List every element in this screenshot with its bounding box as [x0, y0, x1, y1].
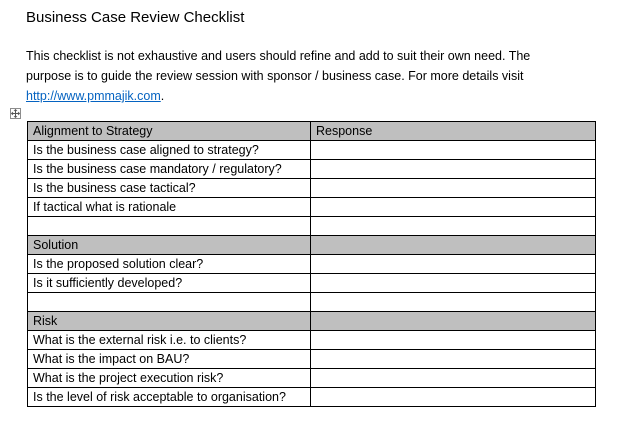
table-row [28, 369, 596, 388]
table-row [28, 255, 596, 274]
blank-row [28, 293, 596, 312]
question-cell: Is the proposed solution clear? [28, 255, 311, 274]
question-cell: What is the impact on BAU? [28, 350, 311, 369]
question-cell: If tactical what is rationale [28, 198, 311, 217]
pmmajik-link[interactable]: http://www.pmmajik.com [26, 89, 161, 103]
checklist-table [27, 121, 596, 407]
section-header-row [28, 312, 596, 331]
question-cell: What is the external risk i.e. to clients? [28, 331, 311, 350]
question-cell: Is it sufficiently developed? [28, 274, 311, 293]
blank-row [28, 217, 596, 236]
intro-paragraph [26, 46, 606, 106]
link-suffix: . [160, 89, 165, 103]
table-row [28, 331, 596, 350]
blank-cell[interactable] [311, 293, 596, 312]
response-cell[interactable] [311, 198, 596, 217]
table-row [28, 198, 596, 217]
section-heading: Risk [28, 312, 311, 331]
question-cell: Is the level of risk acceptable to organisation? [28, 388, 311, 407]
intro-line-2: purpose is to guide the review session with sponsor / business case. For more details visit [26, 69, 524, 83]
response-cell[interactable] [311, 369, 596, 388]
table-row [28, 388, 596, 407]
response-cell[interactable] [311, 274, 596, 293]
table-row [28, 179, 596, 198]
response-cell[interactable] [311, 141, 596, 160]
section-header-blank [311, 312, 596, 331]
table-move-handle-icon[interactable] [10, 108, 21, 119]
response-column-header: Response [311, 122, 596, 141]
section-header-blank [311, 236, 596, 255]
blank-cell[interactable] [28, 217, 311, 236]
response-cell[interactable] [311, 388, 596, 407]
section-heading: Alignment to Strategy [28, 122, 311, 141]
table-row [28, 141, 596, 160]
document-title: Business Case Review Checklist [26, 9, 245, 26]
response-cell[interactable] [311, 350, 596, 369]
blank-cell[interactable] [311, 217, 596, 236]
intro-line-1: This checklist is not exhaustive and users should refine and add to suit their own need. The [26, 49, 531, 63]
table-row [28, 274, 596, 293]
question-cell: What is the project execution risk? [28, 369, 311, 388]
response-cell[interactable] [311, 255, 596, 274]
table-row [28, 160, 596, 179]
response-cell[interactable] [311, 160, 596, 179]
response-cell[interactable] [311, 179, 596, 198]
question-cell: Is the business case aligned to strategy? [28, 141, 311, 160]
section-heading: Solution [28, 236, 311, 255]
question-cell: Is the business case mandatory / regulatory? [28, 160, 311, 179]
intro-line-3 [26, 86, 606, 106]
section-header-row [28, 122, 596, 141]
blank-cell[interactable] [28, 293, 311, 312]
table-row [28, 350, 596, 369]
section-header-row [28, 236, 596, 255]
question-cell: Is the business case tactical? [28, 179, 311, 198]
response-cell[interactable] [311, 331, 596, 350]
